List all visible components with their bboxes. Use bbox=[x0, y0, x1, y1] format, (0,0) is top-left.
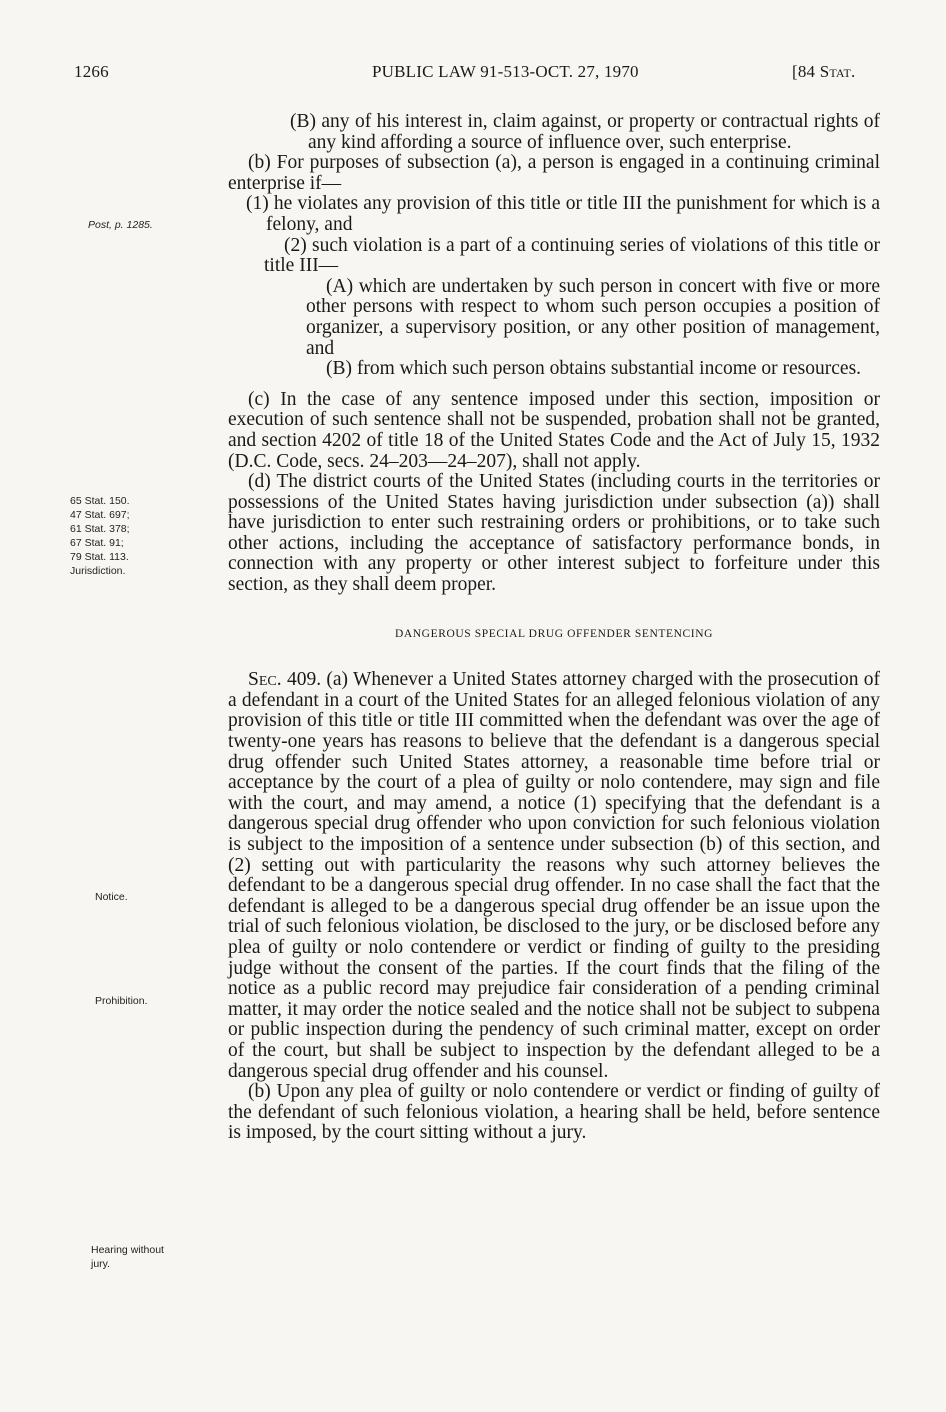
paragraph-b-definition: (b) For purposes of subsection (a), a person is engaged in a continuing criminal enterprise if— bbox=[228, 152, 880, 194]
paragraph-b2a: (A) which are undertaken by such person in concert with five or more other persons with respect to whom such person occupies a position of organizer, a supervisory position, or any other position of management, and bbox=[306, 275, 880, 359]
paragraph-b2: (2) such violation is a part of a continuing series of violations of this title or title III— bbox=[264, 234, 880, 277]
margin-note-citations: 65 Stat. 150. 47 Stat. 697; 61 Stat. 378; 67 Stat. 91; 79 Stat. 113. Jurisdiction. bbox=[70, 495, 130, 577]
paragraph-d: (d) The district courts of the United States (including courts in the territories or possessions of the United States having jurisdiction under subsection (a)) shall have jurisdiction to enter such restraining orders or prohibitions, or to take such other actions, including the acceptance of satisfactory performance bonds, in connection with any property or other interest subject to forfeiture under this section, as they shall deem proper. bbox=[228, 471, 880, 596]
section-heading: DANGEROUS SPECIAL DRUG OFFENDER SENTENCING bbox=[394, 627, 714, 640]
paragraph-b2b: (B) from which such person obtains substantial income or resources. bbox=[326, 358, 862, 380]
body-text bbox=[228, 112, 880, 1144]
paragraph-sec-409a: Sec. 409. (a) Whenever a United States attorney charged with the prosecution of a defendant in a court of the United States for an alleged felonious violation of any provision of this title or title III committed when the defendant was over the age of twenty-one years has reasons to believe that the defendant is a dangerous special drug offender such United States attorney, a reasonable time before trial or acceptance by the court of a plea of guilty or nolo contendere, may sign and file with the court, and may amend, a notice (1) specifying that the defendant is a dangerous special drug offender who upon conviction for such felonious violation is subject to the imposition of a sentence under subsection (b) of this section, and (2) setting out with particularity the reasons why such attorney believes the defendant to be a dangerous special drug offender. In no case shall the fact that the defendant is alleged to be a dangerous special drug offender be an issue upon the trial of such felonious violation, be disclosed to the jury, or be disclosed before any plea of guilty or nolo contendere or verdict or finding of guilty to the presiding judge without the consent of the parties. If the court finds that the filing of the notice as a public record may prejudice fair consideration of a pending criminal matter, it may order the notice sealed and the notice shall not be subject to subpena or public inspection during the pendency of such criminal matter, except on order of the court, but shall be subject to inspection by the defendant alleged to be a dangerous special drug offender and his counsel. bbox=[228, 669, 881, 1082]
stat-reference: [84 Stat. bbox=[792, 62, 856, 81]
paragraph-b-interest: (B) any of his interest in, claim against, or property or contractual rights of any kind affording a source of influence over, such enterprise. bbox=[290, 111, 880, 153]
paragraph-sec-409b: (b) Upon any plea of guilty or nolo contendere or verdict or finding of guilty of the defendant of such felonious violation, a hearing shall be held, before sentence is imposed, by the court sitting without a jury. bbox=[228, 1081, 880, 1144]
paragraph-c: (c) In the case of any sentence imposed under this section, imposition or execution of such sentence shall not be suspended, probation shall not be granted, and section 4202 of title 18 of the United States Code and the Act of July 15, 1932 (D.C. Code, secs. 24–203—24–207), shall not apply. bbox=[228, 388, 880, 472]
page-number: 1266 bbox=[74, 62, 109, 81]
section-label: Sec. bbox=[248, 669, 282, 691]
paragraph-b1: (1) he violates any provision of this title or title III the punishment for which is a felony, and bbox=[246, 193, 880, 235]
margin-note-post: Post, p. 1285. bbox=[88, 219, 153, 231]
page-title: PUBLIC LAW 91-513-OCT. 27, 1970 bbox=[372, 62, 639, 81]
margin-note-prohibition: Prohibition. bbox=[95, 995, 148, 1007]
margin-note-notice: Notice. bbox=[95, 891, 128, 903]
margin-note-hearing: Hearing without jury. bbox=[91, 1244, 164, 1270]
